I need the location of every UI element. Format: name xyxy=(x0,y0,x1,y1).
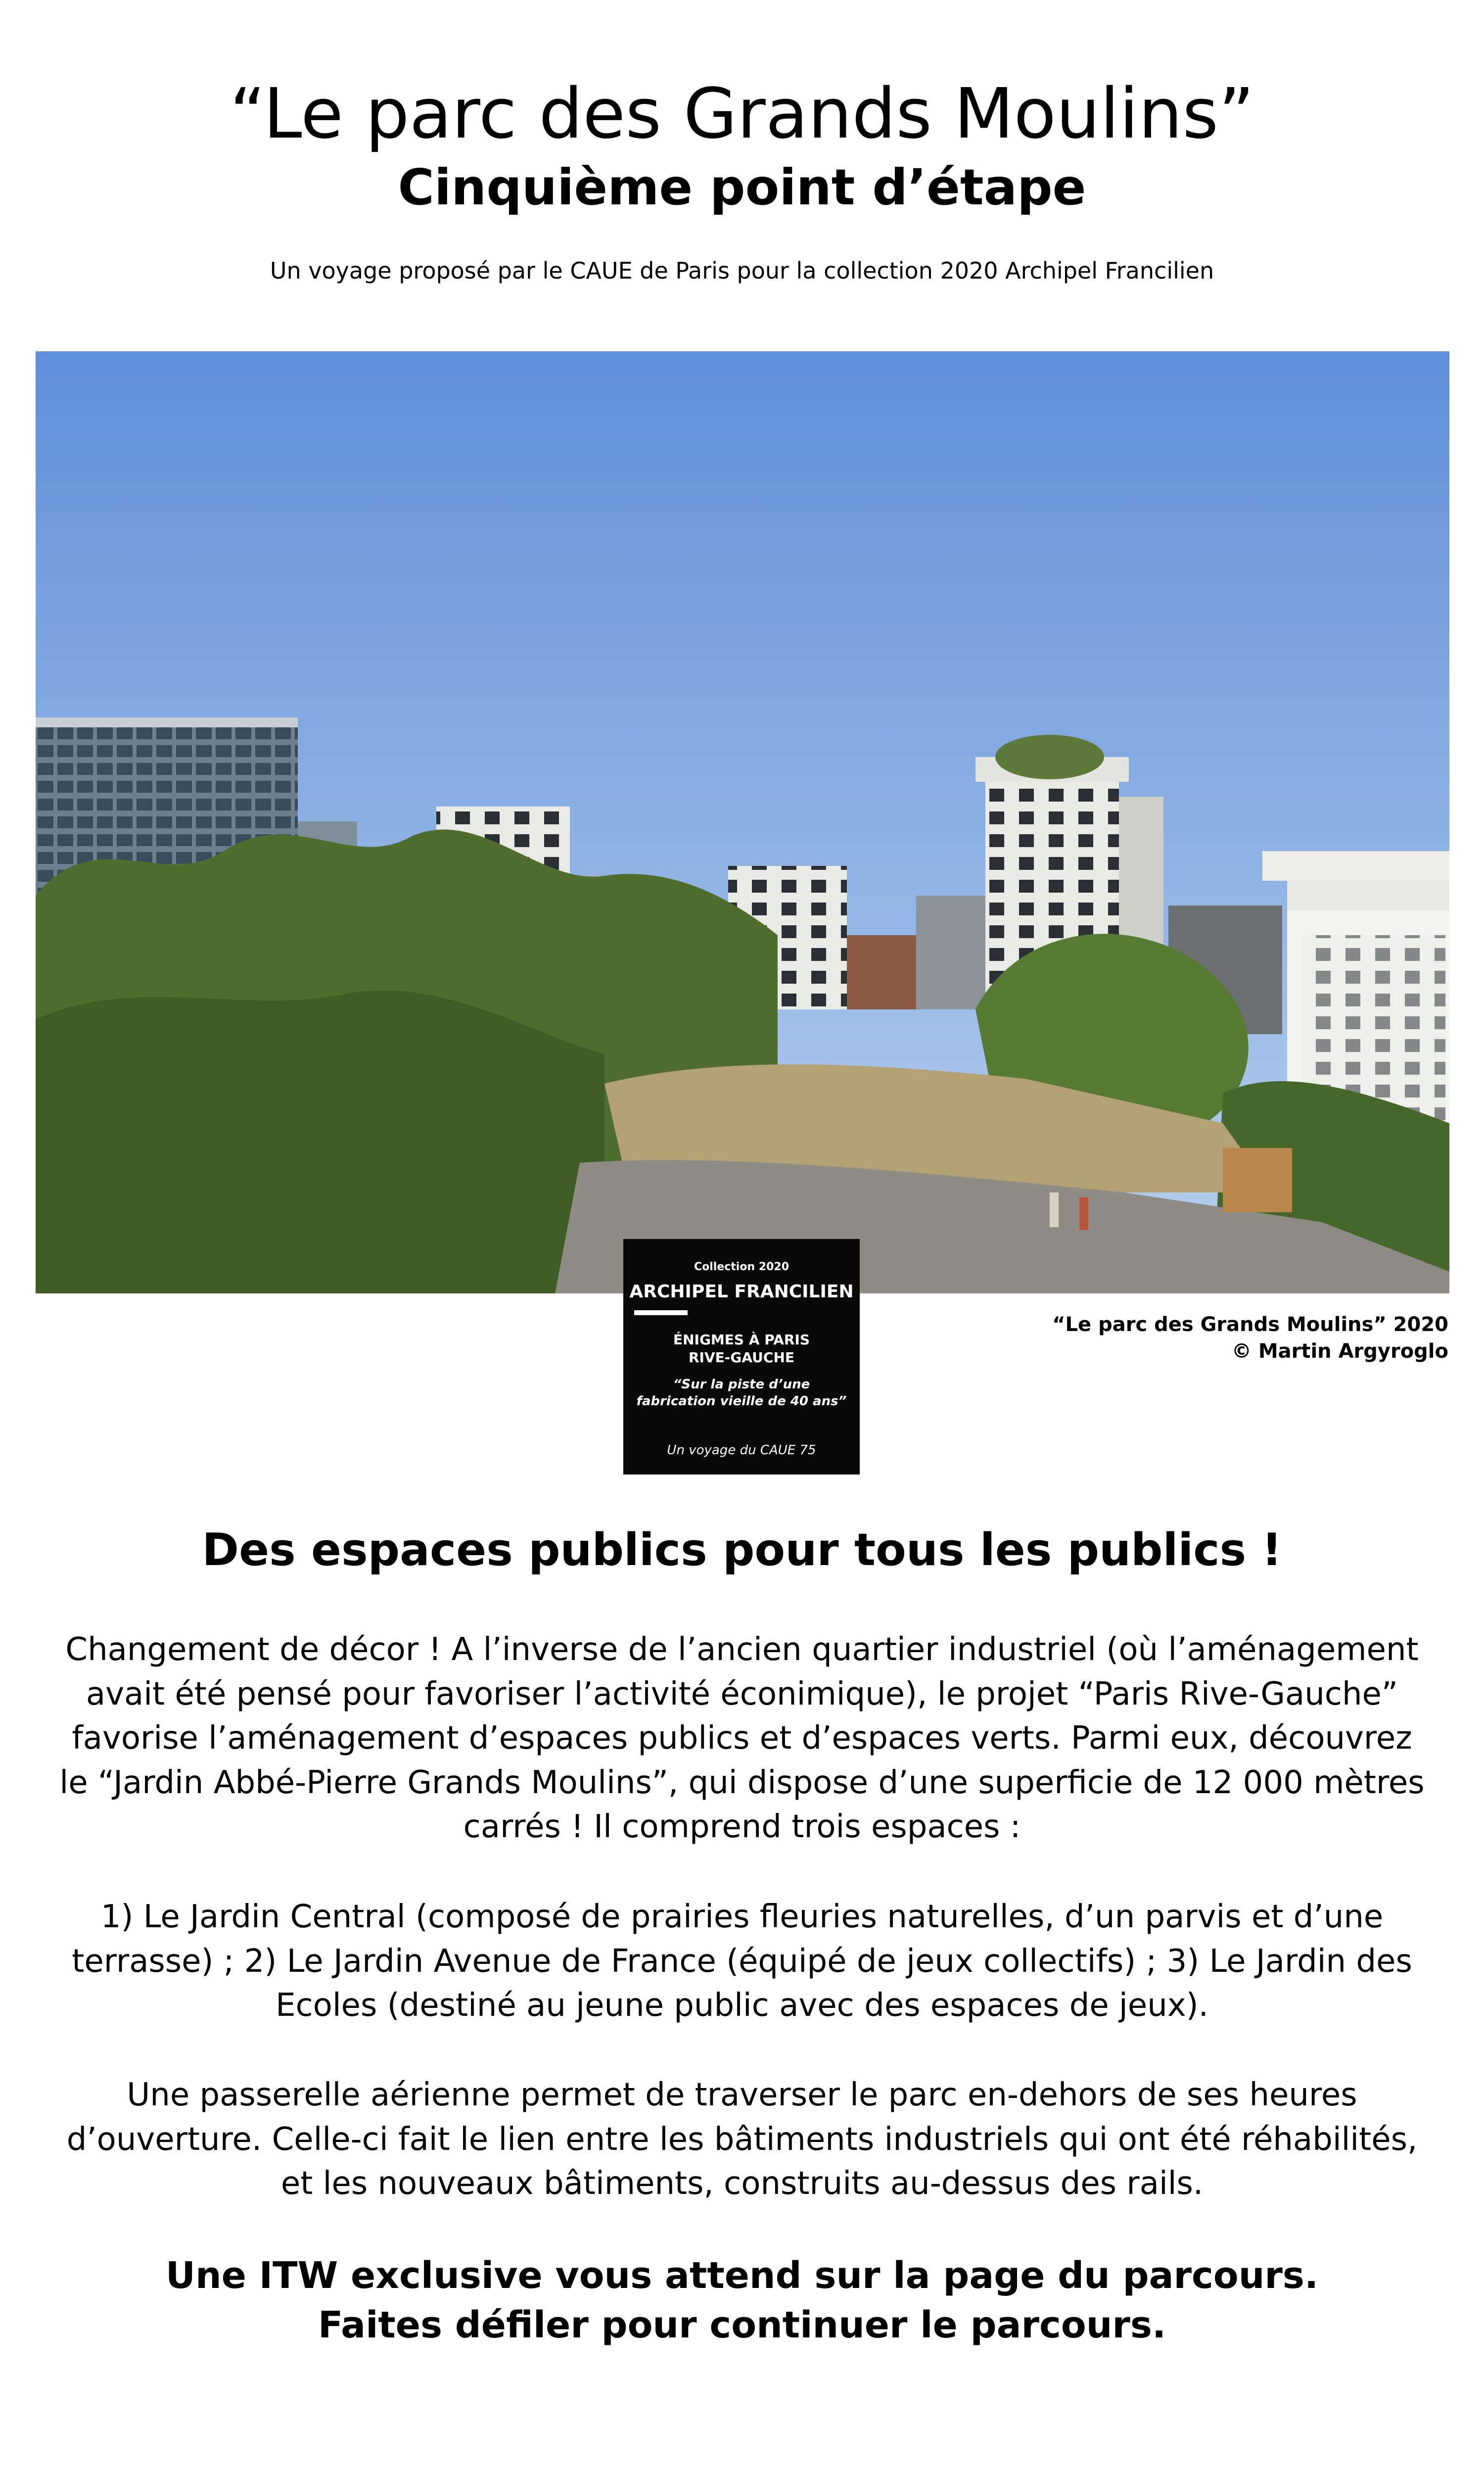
caption-credit: © Martin Argyroglo xyxy=(1231,1340,1448,1363)
paragraph-spaces: 1) Le Jardin Central (composé de prairies fleuries naturelles, d’un parvis et d’une terrasse) ; 2) Le Jardin Avenue de France (équipé de jeux collectifs) ; 3) Le Jardin des Ecoles (destiné au jeune public avec des espaces de jeux). xyxy=(72,1899,1412,2024)
badge-voyage: Un voyage du CAUE 75 xyxy=(667,1443,816,1458)
photo-caption xyxy=(1052,1311,1448,1365)
intro-text: Un voyage proposé par le CAUE de Paris pour la collection 2020 Archipel Francilien xyxy=(270,257,1214,284)
kiosk xyxy=(1223,1148,1292,1212)
page-subtitle: Cinquième point d’étape xyxy=(398,158,1086,216)
call-to-action xyxy=(0,2251,1484,2350)
archipel-francilien-badge xyxy=(623,1239,860,1475)
paragraph-footbridge: Une passerelle aérienne permet de traverser le parc en-dehors de ses heures d’ouverture. Celle-ci fait le lien entre les bâtiments industriels qui ont été réhabilités, et les nouveaux bâtiments, construits au-dessus des rails. xyxy=(66,2077,1418,2202)
cta-line1: Une ITW exclusive vous attend sur la page du parcours. xyxy=(165,2254,1319,2297)
badge-enigmes-line2: RIVE-GAUCHE xyxy=(688,1349,795,1366)
park-photo xyxy=(36,351,1449,1293)
pedestrian xyxy=(1079,1197,1088,1230)
badge-enigmes-line1: ÉNIGMES À PARIS xyxy=(673,1332,810,1348)
page-title: “Le parc des Grands Moulins” xyxy=(230,74,1254,154)
badge-collection: Collection 2020 xyxy=(694,1261,789,1273)
caption-title: “Le parc des Grands Moulins” 2020 xyxy=(1052,1313,1448,1336)
pedestrian xyxy=(1050,1192,1059,1227)
badge-name: ARCHIPEL FRANCILIEN xyxy=(629,1282,854,1302)
badge-enigmes xyxy=(623,1331,860,1367)
paragraph-intro: Changement de décor ! A l’inverse de l’ancien quartier industriel (où l’aménagement avait été pensé pour favoriser l’activité éconimique), le projet “Paris Rive-Gauche” favorise l’aménagement d’espaces publics et d’espaces verts. Parmi eux, découvrez le “Jardin Abbé-Pierre Grands Moulins”, qui dispose d’une superficie de 12 000 mètres carrés ! Il comprend trois espaces : xyxy=(59,1631,1425,1846)
badge-quote: “Sur la piste d’une fabrication vieille de 40 ans” xyxy=(636,1377,847,1409)
badge-divider xyxy=(634,1310,688,1315)
cta-line2: Faites défiler pour continuer le parcours. xyxy=(318,2303,1166,2346)
section-heading: Des espaces publics pour tous les publics ! xyxy=(202,1524,1282,1576)
